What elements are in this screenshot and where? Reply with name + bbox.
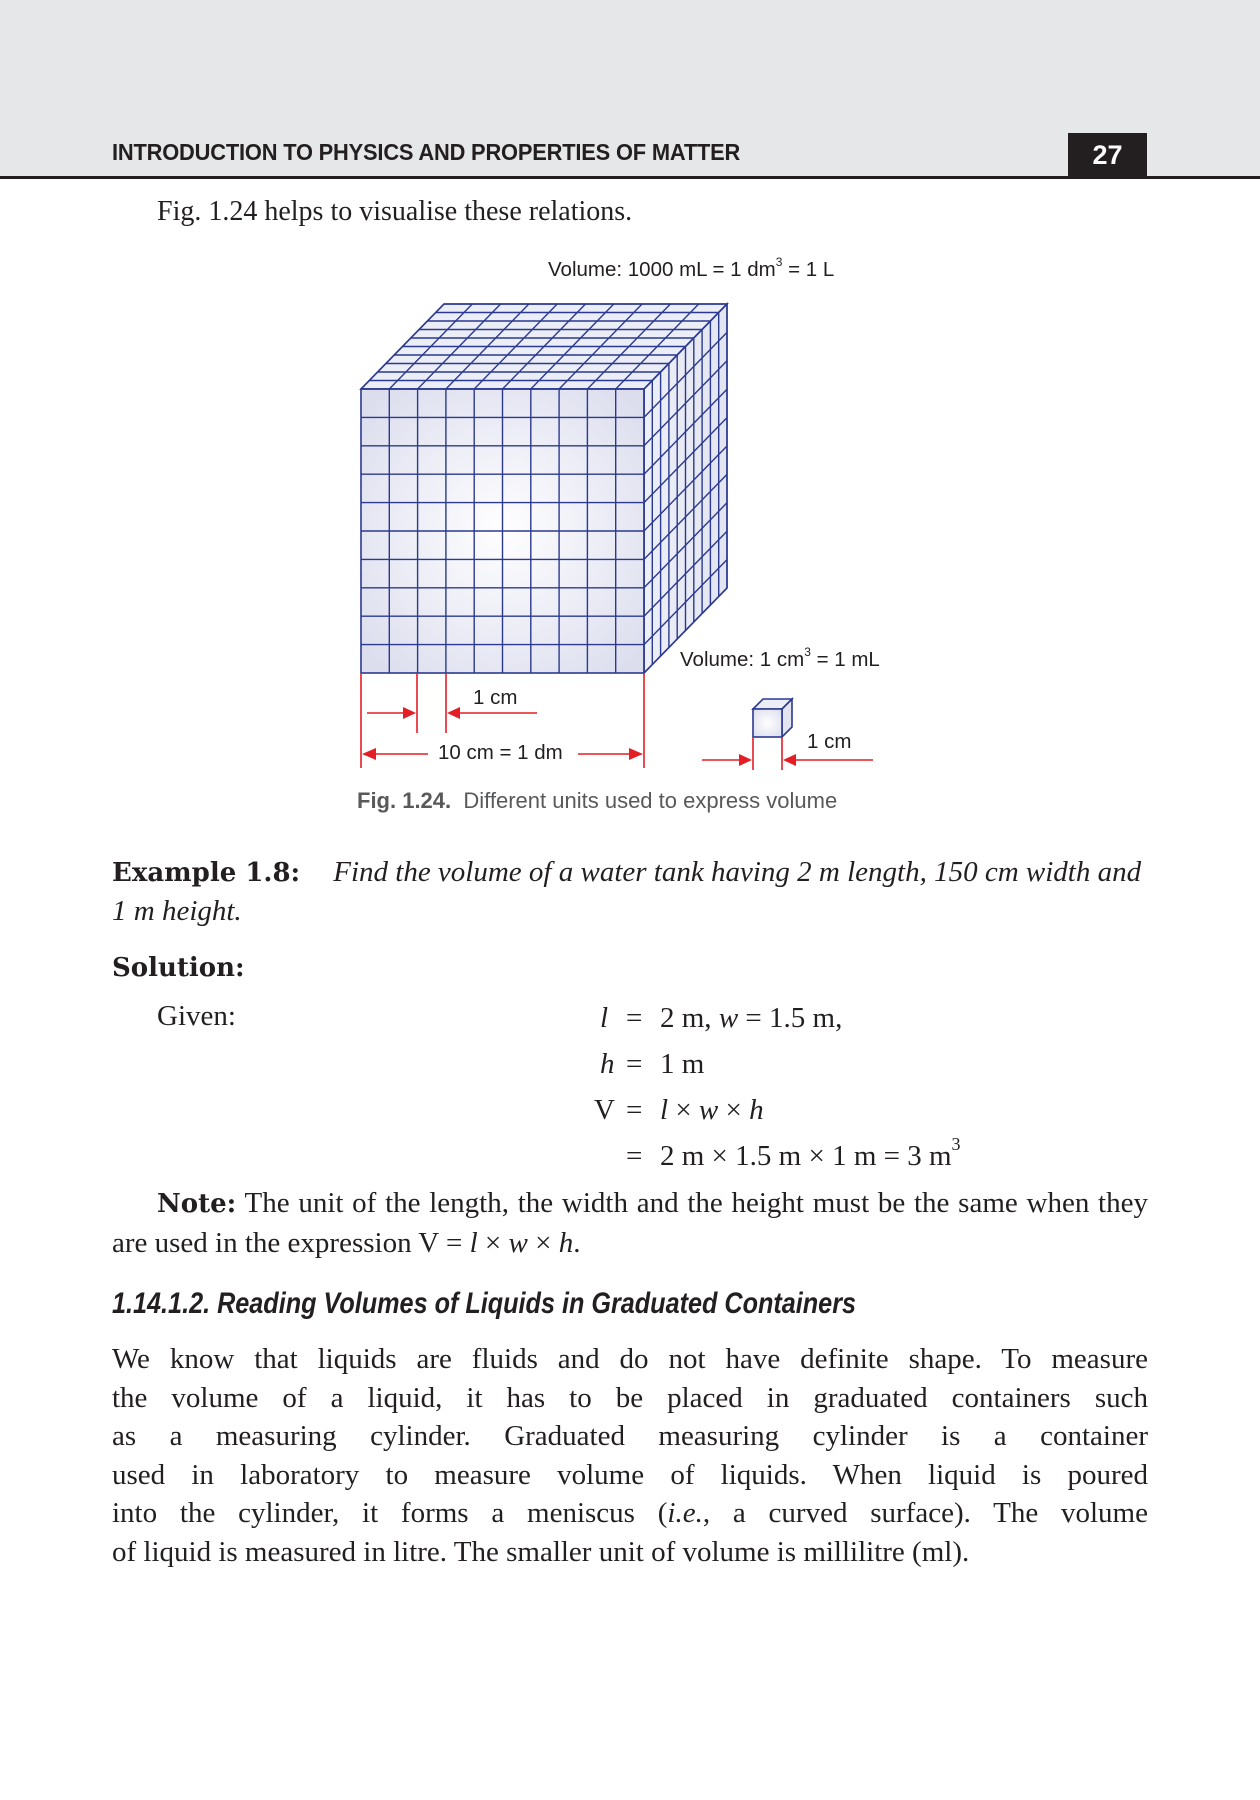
intro-sentence: Fig. 1.24 helps to visualise these relations. [157, 196, 633, 227]
superscript: 3 [804, 645, 811, 659]
equation-lhs: V [594, 1094, 615, 1126]
equation-row [540, 1094, 1100, 1134]
running-title: INTRODUCTION TO PHYSICS AND PROPERTIES OF MATTER [112, 139, 741, 165]
equation-rhs: 2 m, w = 1.5 m, [660, 1002, 843, 1034]
example-label: Example 1.8: [112, 858, 301, 888]
label-text: Volume: 1 cm [680, 648, 805, 671]
equals-sign: = [626, 1002, 643, 1034]
paragraph-line: of liquid is measured in litre. The smaller unit of volume is millilitre (ml). [112, 1535, 970, 1568]
equals-sign: = [626, 1094, 643, 1126]
paragraph-line: We know that liquids are fluids and do not have definite shape. To measure [112, 1343, 1148, 1375]
equals-sign: = [626, 1048, 643, 1080]
paragraph-line: used in laboratory to measure volume of liquids. When liquid is poured [112, 1458, 1148, 1491]
superscript: 3 [775, 255, 783, 269]
large-cube-icon [361, 304, 727, 673]
label-text: = 1 mL [810, 648, 880, 671]
small-cube-dimension-label: 1 cm [807, 730, 852, 753]
unit-cell-dimension-label: 1 cm [473, 686, 518, 709]
section-paragraph [112, 1340, 1148, 1571]
note-label: Note: [157, 1189, 237, 1219]
label-text: Volume: 1000 mL = 1 dm [548, 258, 776, 281]
equation-rhs: 1 m [660, 1048, 705, 1080]
note-expression: l × w × h. [469, 1227, 581, 1259]
label-text: = 1 L [782, 258, 835, 281]
page-number: 27 [1068, 133, 1147, 177]
caption-label: Fig. 1.24. [357, 788, 452, 813]
equation-row [540, 1048, 1100, 1088]
paragraph-line: as a measuring cylinder. Graduated measuring cylinder is a container [112, 1420, 1148, 1452]
equation-row [540, 1002, 1100, 1042]
note-text: The unit of the length, the width and the height must be the same when they are used in the expression V = [112, 1187, 1148, 1259]
equation-lhs: l [600, 1002, 609, 1034]
paragraph-line: the volume of a liquid, it has to be placed in graduated containers such [112, 1381, 1148, 1414]
example-question: Find the volume of a water tank having 2 m length, 150 cm width and 1 m height. [112, 856, 1142, 927]
equation-rhs: 2 m × 1.5 m × 1 m = 3 $m^3$ [660, 1134, 961, 1172]
figure-caption [357, 788, 837, 814]
equation-lhs: h [600, 1048, 615, 1080]
section-heading: 1.14.1.2. Reading Volumes of Liquids in Graduated Containers [112, 1287, 857, 1320]
example-block [112, 853, 1148, 931]
note-paragraph [112, 1184, 1148, 1263]
paragraph-line: into the cylinder, it forms a meniscus (i.e., a curved surface). The volume [112, 1497, 1148, 1529]
given-label: Given: [157, 1000, 236, 1032]
equals-sign: = [626, 1140, 643, 1172]
solution-label: Solution: [112, 953, 245, 983]
caption-text: Different units used to express volume [463, 788, 838, 813]
cube-edge-dimension-label: 10 cm = 1 dm [438, 741, 563, 764]
equation-row [540, 1134, 1100, 1180]
equation-rhs: l × w × h [660, 1094, 764, 1126]
small-cube-icon [753, 699, 792, 737]
